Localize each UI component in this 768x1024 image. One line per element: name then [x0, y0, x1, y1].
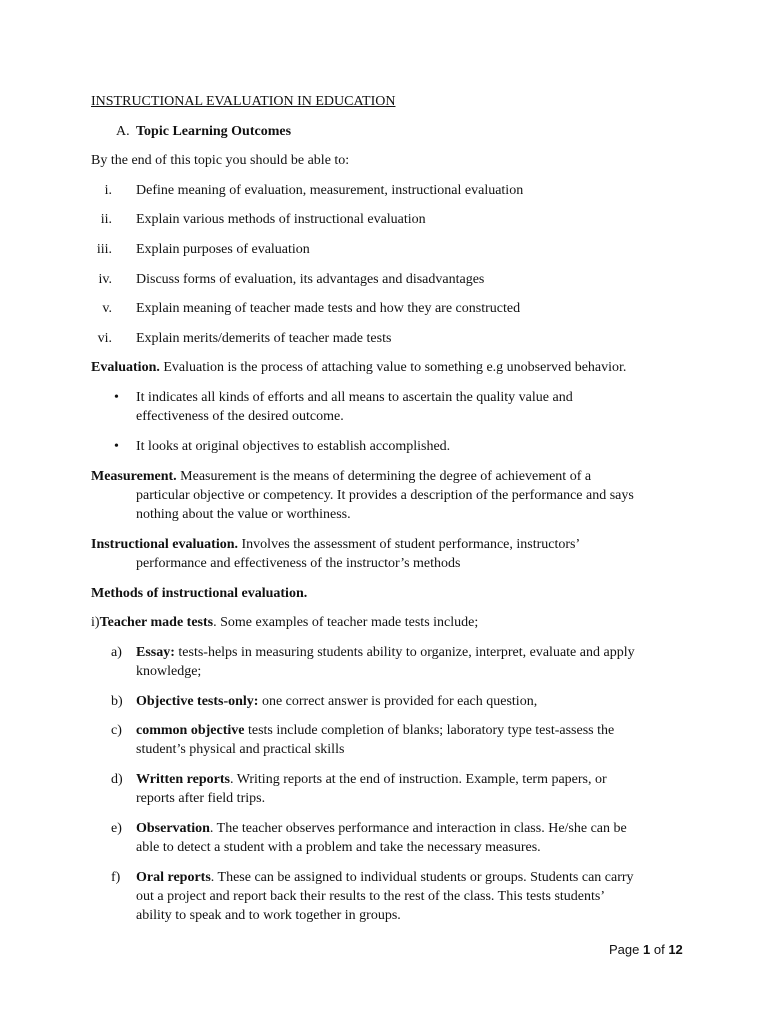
teacher-made-tests-paragraph [91, 613, 478, 632]
instructional-evaluation-continuation: performance and effectiveness of the instructor’s methods [136, 556, 461, 571]
example-term: Oral reports [136, 870, 211, 885]
example-term: common objective [136, 723, 245, 738]
example-continuation: able to detect a student with a problem and take the necessary measures. [136, 840, 541, 855]
example-continuation: ability to speak and to work together in groups. [136, 908, 401, 923]
instructional-evaluation-definition: Involves the assessment of student performance, instructors’ [238, 537, 581, 552]
measurement-paragraph [91, 467, 591, 486]
outcome-number: i. [104, 183, 112, 198]
example-text: tests include completion of blanks; laboratory type test-assess the [244, 723, 615, 738]
example-text: . The teacher observes performance and interaction in class. He/she can be [209, 821, 627, 836]
example-letter: b) [111, 694, 123, 709]
example-text: . Writing reports at the end of instruction. Example, term papers, or [229, 772, 607, 787]
section-a-heading: Topic Learning Outcomes [136, 124, 292, 139]
example-continuation: knowledge; [136, 664, 202, 679]
page-footer [609, 942, 683, 957]
outcome-text: Explain merits/demerits of teacher made tests [136, 331, 392, 346]
outcome-number: iii. [96, 242, 112, 257]
example-text: one correct answer is provided for each question, [258, 694, 538, 709]
teacher-made-tests-prefix: i) [91, 615, 100, 630]
outcome-text: Define meaning of evaluation, measurement, instructional evaluation [136, 183, 524, 198]
measurement-continuation: nothing about the value or worthiness. [136, 507, 351, 522]
page-of-label: of [653, 942, 665, 957]
example-continuation: reports after field trips. [136, 791, 266, 806]
instructional-evaluation-term: Instructional evaluation. [91, 537, 239, 552]
section-a-marker: A. [116, 124, 130, 139]
example-term: Written reports [136, 772, 230, 787]
methods-heading: Methods of instructional evaluation. [91, 586, 308, 601]
example-term: Objective tests-only: [136, 694, 259, 709]
intro-text: By the end of this topic you should be able to: [91, 153, 350, 168]
page-label: Page [609, 942, 640, 957]
bullet-text: It indicates all kinds of efforts and all means to ascertain the quality value and [136, 390, 573, 405]
outcome-number: v. [102, 301, 112, 316]
example-continuation: out a project and report back their results to the rest of the class. This tests students’ [136, 889, 606, 904]
outcome-text: Discuss forms of evaluation, its advantages and disadvantages [136, 272, 485, 287]
example-letter: a) [111, 645, 122, 660]
evaluation-term: Evaluation. [91, 360, 160, 375]
example-letter: d) [111, 772, 123, 787]
outcome-text: Explain purposes of evaluation [136, 242, 310, 257]
example-term: Essay: [136, 645, 175, 660]
evaluation-paragraph [91, 358, 626, 377]
bullet-text: effectiveness of the desired outcome. [136, 409, 344, 424]
example-letter: c) [111, 723, 122, 738]
example-letter: e) [111, 821, 122, 836]
total-pages-number: 12 [668, 942, 683, 957]
current-page-number: 1 [643, 942, 651, 957]
outcome-text: Explain meaning of teacher made tests and how they are constructed [136, 301, 521, 316]
outcome-number: ii. [100, 212, 112, 227]
example-item [136, 770, 607, 789]
document-title: INSTRUCTIONAL EVALUATION IN EDUCATION [91, 94, 396, 109]
example-item [136, 819, 627, 838]
example-letter: f) [111, 870, 121, 885]
measurement-continuation: particular objective or competency. It provides a description of the performance and says [136, 488, 634, 503]
bullet-text: It looks at original objectives to establish accomplished. [136, 439, 451, 454]
example-item [136, 643, 635, 662]
instructional-evaluation-paragraph [91, 535, 580, 554]
teacher-made-tests-text: . Some examples of teacher made tests include; [213, 615, 479, 630]
example-continuation: student’s physical and practical skills [136, 742, 345, 757]
example-term: Observation [136, 821, 210, 836]
teacher-made-tests-term: Teacher made tests [99, 615, 214, 630]
bullet-icon: • [114, 390, 119, 405]
example-text: tests-helps in measuring students ability to organize, interpret, evaluate and apply [174, 645, 635, 660]
example-text: . These can be assigned to individual students or groups. Students can carry [210, 870, 634, 885]
outcome-number: vi. [97, 331, 112, 346]
evaluation-definition: Evaluation is the process of attaching value to something e.g unobserved behavior. [159, 360, 627, 375]
measurement-definition: Measurement is the means of determining the degree of achievement of a [176, 469, 592, 484]
bullet-icon: • [114, 439, 119, 454]
outcome-text: Explain various methods of instructional evaluation [136, 212, 426, 227]
example-item [136, 692, 537, 711]
example-item [136, 721, 614, 740]
example-item [136, 868, 634, 887]
measurement-term: Measurement. [91, 469, 177, 484]
outcome-number: iv. [98, 272, 112, 287]
